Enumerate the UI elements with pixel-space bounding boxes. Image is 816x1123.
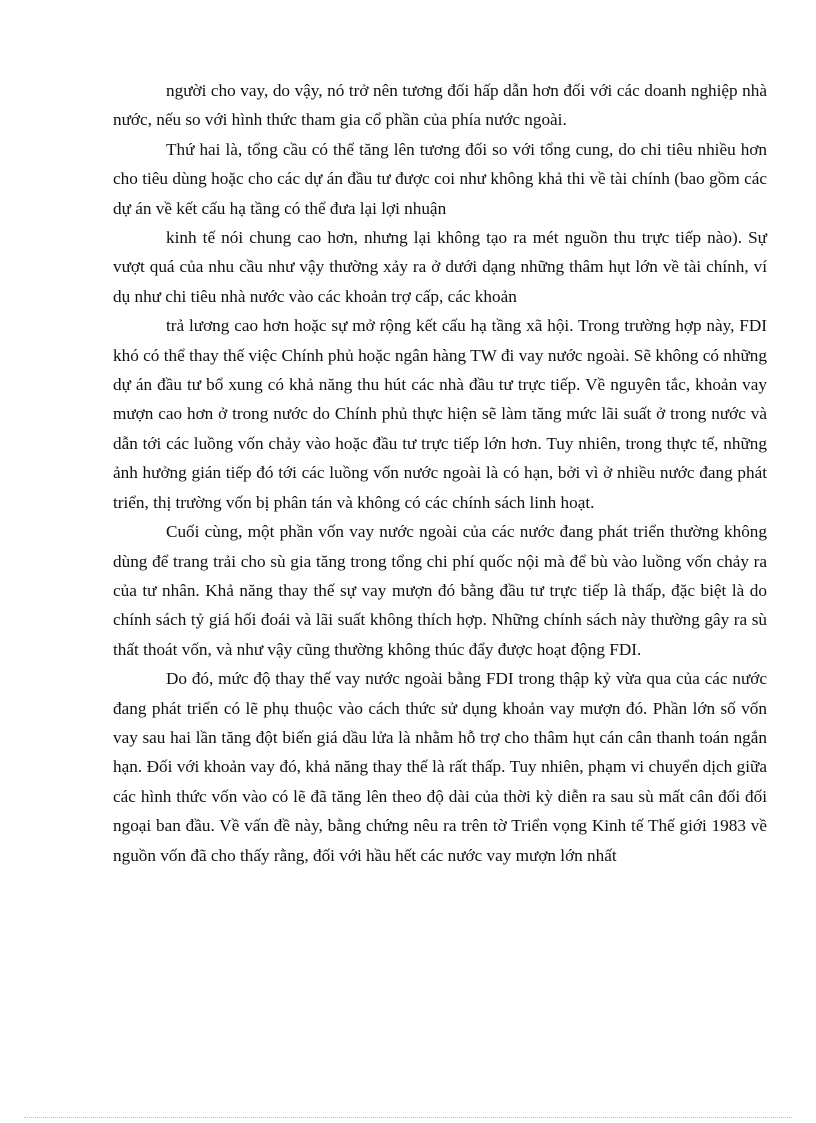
paragraph-4: trả lương cao hơn hoặc sự mở rộng kết cấu hạ tầng xã hội. Trong trường hợp này, FDI khó có thể thay thế việc Chính phủ hoặc ngân hàng TW đi vay nước ngoài. Sẽ không có những dự án đầu tư bổ xung có khả năng thu hút các nhà đầu tư trực tiếp. Về nguyên tắc, khoản vay mượn cao hơn ở trong nước do Chính phủ thực hiện sẽ làm tăng mức lãi suất ở trong nước và dẫn tới các luồng vốn chảy vào hoặc đầu tư trực tiếp lớn hơn. Tuy nhiên, trong thực tế, những ảnh hưởng gián tiếp đó tới các luồng vốn nước ngoài là có hạn, bởi vì ở nhiều nước đang phát triển, thị trường vốn bị phân tán và không có các chính sách linh hoạt.	[113, 316, 767, 512]
paragraph-6: Do đó, mức độ thay thế vay nước ngoài bằng FDI trong thập kỷ vừa qua của các nước đang phát triển có lẽ phụ thuộc vào cách thức sử dụng khoản vay mượn đó. Phần lớn số vốn vay sau hai lần tăng đột biến giá dầu lửa là nhằm hỗ trợ cho thâm hụt cán cân thanh toán ngắn hạn. Đối với khoản vay đó, khả năng thay thế là rất thấp. Tuy nhiên, phạm vi chuyển dịch giữa các hình thức vốn vào có lẽ đã tăng lên theo độ dài của thời kỳ diễn ra sau sù mất cân đối đối ngoại ban đầu. Về vấn đề này, bằng chứng nêu ra trên tờ Triển vọng Kinh tế Thế giới 1983 về nguồn vốn đã cho thấy rằng, đối với hầu hết các nước vay mượn lớn nhất	[113, 669, 767, 865]
paragraph-2: Thứ hai là, tổng cầu có thể tăng lên tương đối so với tổng cung, do chi tiêu nhiều hơn cho tiêu dùng hoặc cho các dự án đầu tư được coi như không khả thi về tài chính (bao gồm các dự án về kết cấu hạ tầng có thể đưa lại lợi nhuận	[113, 139, 767, 218]
page-bottom-divider	[24, 1117, 792, 1118]
paragraph-1: người cho vay, do vậy, nó trở nên tương đối hấp dẫn hơn đối với các doanh nghiệp nhà nước, nếu so với hình thức tham gia cổ phần của phía nước ngoài.	[113, 81, 767, 130]
body-text	[113, 76, 767, 870]
paragraph-3: kinh tế nói chung cao hơn, nhưng lại không tạo ra mét nguồn thu trực tiếp nào). Sự vượt quá của nhu cầu như vậy thường xảy ra ở dưới dạng những thâm hụt lớn về tài chính, ví dụ như chi tiêu nhà nước vào các khoản trợ cấp, các khoản	[113, 228, 767, 306]
paragraph-5: Cuối cùng, một phần vốn vay nước ngoài của các nước đang phát triển thường không dùng để trang trải cho sù gia tăng trong tổng chi phí quốc nội mà để bù vào luồng vốn chảy ra của tư nhân. Khả năng thay thế sự vay mượn đó bằng đầu tư trực tiếp là thấp, đặc biệt là do chính sách tỷ giá hối đoái và lãi suất không thích hợp. Những chính sách này thường gây ra sù thất thoát vốn, và như vậy cũng thường không thúc đẩy được hoạt động FDI.	[113, 522, 767, 659]
